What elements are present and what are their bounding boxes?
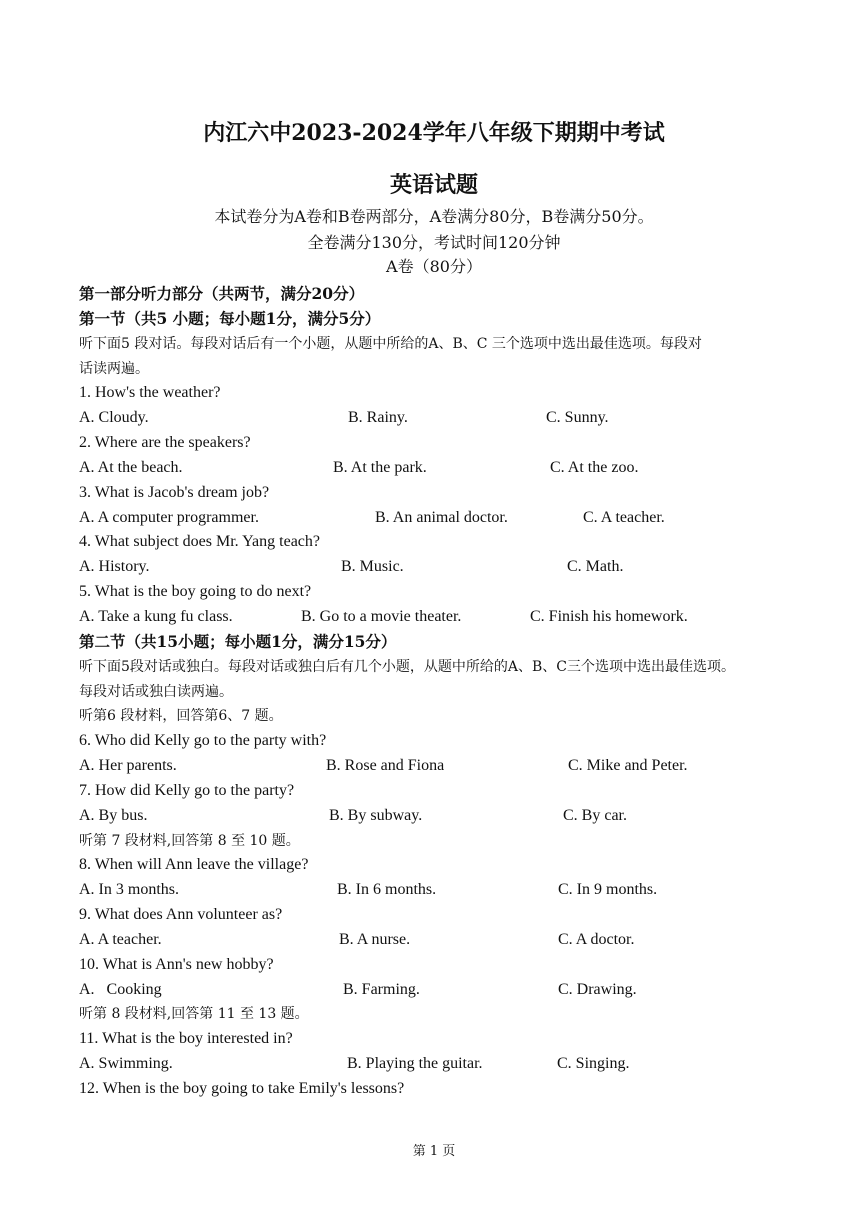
section-2-heading: 第二节（共15小题；每小题1分，满分15分）: [79, 631, 397, 651]
option-b: B. An animal doctor.: [375, 508, 508, 526]
section-2-directions-cont: 每段对话或独白读两遍。: [79, 683, 233, 700]
page-number: 第 1 页: [412, 1144, 456, 1159]
option-a: A. Cooking: [79, 980, 162, 998]
option-b: B. Farming.: [343, 980, 420, 998]
option-b: B. Music.: [341, 558, 404, 576]
part-1-heading: 第一部分听力部分（共两节，满分20分）: [79, 284, 365, 303]
option-c: C. In 9 months.: [558, 881, 658, 899]
option-c: C. At the zoo.: [550, 458, 639, 476]
question-4-options: [79, 555, 799, 580]
option-b: B. Go to a movie theater.: [301, 607, 462, 625]
question-4-stem: 4. What subject does Mr. Yang teach?: [79, 533, 320, 551]
question-2-options: [79, 456, 799, 481]
question-1-stem: 1. How's the weather?: [79, 384, 221, 402]
option-b: B. At the park.: [333, 458, 427, 476]
option-a: A. Swimming.: [79, 1055, 173, 1073]
question-11-stem: 11. What is the boy interested in?: [79, 1030, 293, 1048]
question-9-options: [79, 928, 799, 953]
option-b: B. Rainy.: [348, 409, 408, 427]
question-11-options: [79, 1052, 799, 1077]
exam-subtitle: 英语试题: [389, 172, 478, 198]
section-2-directions: 听下面5段对话或独白。每段对话或独白后有几个小题，从题中所给的A、B、C三个选项中选出最佳选项。: [79, 658, 736, 675]
option-b: B. Rose and Fiona: [326, 757, 445, 775]
question-6-options: [79, 754, 799, 779]
question-5-options: [79, 605, 799, 630]
question-7-stem: 7. How did Kelly go to the party?: [79, 781, 295, 799]
option-c: C. Sunny.: [546, 409, 609, 427]
question-3-options: [79, 506, 799, 531]
question-9-stem: 9. What does Ann volunteer as?: [79, 906, 283, 924]
question-6-stem: 6. Who did Kelly go to the party with?: [79, 732, 327, 750]
material-7-note: 听第 7 段材料,回答第 8 至 10 题。: [79, 832, 300, 849]
option-b: B. By subway.: [329, 806, 423, 824]
option-c: C. Mike and Peter.: [568, 757, 688, 775]
option-a: A. History.: [79, 558, 150, 576]
option-c: C. A teacher.: [583, 508, 665, 526]
question-7-options: [79, 804, 799, 829]
option-c: C. By car.: [563, 806, 627, 824]
exam-info-line-1: 本试卷分为A卷和B卷两部分，A卷满分80分，B卷满分50分。: [214, 207, 654, 226]
question-10-stem: 10. What is Ann's new hobby?: [79, 955, 274, 973]
exam-title: 内江六中2023-2024学年八年级下期期中考试: [203, 120, 665, 146]
material-8-note: 听第 8 段材料,回答第 11 至 13 题。: [79, 1006, 309, 1023]
exam-content: [79, 282, 799, 1102]
option-a: A. By bus.: [79, 806, 148, 824]
option-a: A. Cloudy.: [79, 409, 149, 427]
material-6-note: 听第6 段材料，回答第6、7 题。: [79, 708, 283, 725]
exam-info-line-3: A卷（80分）: [386, 257, 482, 276]
option-c: C. Finish his homework.: [530, 607, 688, 625]
option-b: B. A nurse.: [339, 930, 411, 948]
question-8-stem: 8. When will Ann leave the village?: [79, 856, 309, 874]
option-c: C. A doctor.: [558, 930, 635, 948]
question-1-options: [79, 406, 799, 431]
option-c: C. Singing.: [557, 1055, 630, 1073]
section-1-directions: 听下面5 段对话。每段对话后有一个小题，从题中所给的A、B、C 三个选项中选出最佳选项。每段对: [79, 335, 702, 352]
question-12-stem: 12. When is the boy going to take Emily's lessons?: [79, 1080, 405, 1097]
question-10-options: [79, 978, 799, 1003]
option-a: A. A computer programmer.: [79, 508, 259, 526]
option-a: A. A teacher.: [79, 930, 162, 948]
exam-info-line-2: 全卷满分130分，考试时间120分钟: [307, 233, 561, 252]
question-5-stem: 5. What is the boy going to do next?: [79, 583, 312, 601]
section-1-directions-cont: 话读两遍。: [79, 360, 149, 377]
option-a: A. Take a kung fu class.: [79, 607, 233, 625]
question-8-options: [79, 878, 799, 903]
section-1-heading: 第一节（共5 小题；每小题1分，满分5分）: [79, 308, 381, 328]
question-2-stem: 2. Where are the speakers?: [79, 434, 251, 452]
option-c: C. Drawing.: [558, 980, 637, 998]
option-a: A. In 3 months.: [79, 881, 179, 899]
option-b: B. Playing the guitar.: [347, 1055, 483, 1073]
option-a: A. At the beach.: [79, 458, 183, 476]
option-c: C. Math.: [567, 558, 624, 576]
question-3-stem: 3. What is Jacob's dream job?: [79, 483, 270, 501]
option-a: A. Her parents.: [79, 757, 177, 775]
option-b: B. In 6 months.: [337, 881, 437, 899]
